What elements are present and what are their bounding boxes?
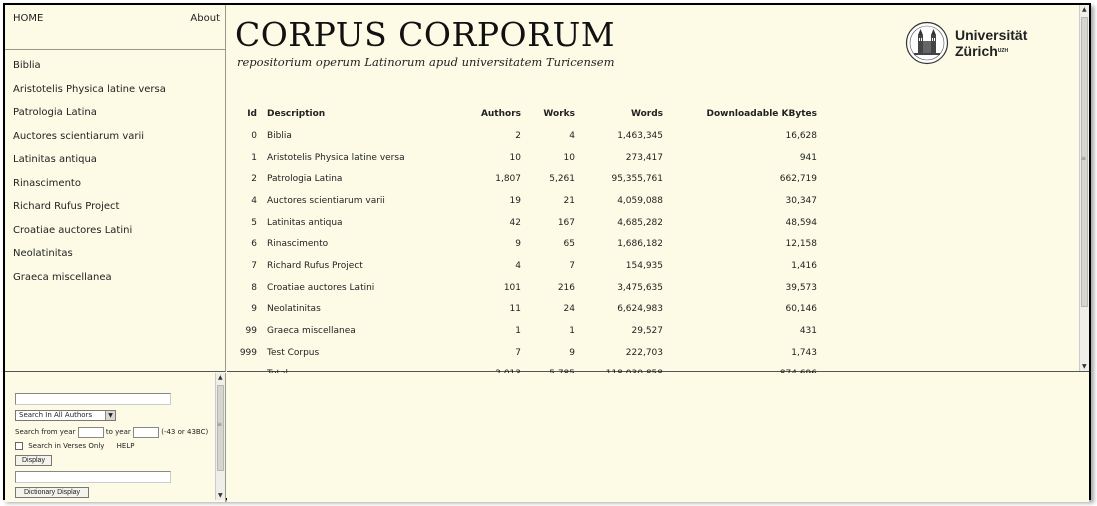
- cell-description: Patrologia Latina: [267, 174, 343, 185]
- table-row: [237, 125, 817, 147]
- cell-authors: 101: [503, 282, 521, 293]
- university-name-line1: Universität: [955, 27, 1028, 43]
- nav-item-biblia[interactable]: Biblia: [13, 60, 41, 71]
- cell-words: 222,703: [625, 347, 663, 358]
- cell-words: 4,685,282: [617, 217, 663, 228]
- cell-description: Aristotelis Physica latine versa: [267, 152, 405, 163]
- cell-authors: 7: [515, 347, 521, 358]
- cell-id: 7: [251, 260, 257, 271]
- nav-item-latinitas-antiqua[interactable]: Latinitas antiqua: [13, 154, 97, 165]
- scroll-grip-icon: ≡: [1081, 155, 1087, 162]
- table-row: [237, 190, 817, 212]
- cell-kbytes: 30,347: [785, 195, 817, 206]
- cell-works: 65: [563, 239, 575, 250]
- verses-only-row: [15, 441, 134, 452]
- author-select-value: Search In All Authors: [19, 411, 93, 419]
- nav-item-richard-rufus[interactable]: Richard Rufus Project: [13, 201, 120, 212]
- results-frame: [227, 373, 1089, 502]
- main-scrollbar[interactable]: [1079, 5, 1089, 371]
- col-header-id: Id: [247, 109, 257, 119]
- nav-item-rinascimento[interactable]: Rinascimento: [13, 177, 81, 189]
- home-link[interactable]: HOME: [13, 13, 44, 24]
- cell-id: 4: [251, 195, 257, 206]
- scroll-down-arrow-icon[interactable]: ▼: [1082, 363, 1087, 370]
- cell-kbytes: 1,743: [791, 347, 817, 358]
- cell-words: 6,624,983: [617, 304, 663, 315]
- cell-kbytes: 16,628: [785, 130, 817, 141]
- cell-authors: 1: [515, 326, 521, 337]
- from-year-input[interactable]: [78, 427, 104, 438]
- cell-kbytes: 1,416: [791, 260, 817, 271]
- search-scrollbar[interactable]: [215, 373, 225, 500]
- table-row: [237, 168, 817, 190]
- dictionary-display-button[interactable]: Dictionary Display: [15, 487, 89, 498]
- about-link[interactable]: About: [190, 13, 220, 24]
- university-seal-icon: [905, 21, 949, 65]
- from-year-label: Search from year: [15, 428, 76, 436]
- dictionary-input[interactable]: [15, 471, 171, 483]
- cell-works: 7: [569, 260, 575, 271]
- uzh-tag: UZH: [997, 48, 1009, 54]
- university-name: [955, 27, 1027, 59]
- cell-works: 21: [563, 195, 575, 206]
- cell-id: 99: [245, 326, 257, 337]
- to-year-label: to year: [105, 428, 131, 436]
- verses-only-label: Search in Verses Only: [28, 442, 105, 450]
- nav-frame: [5, 5, 226, 372]
- cell-works: 10: [563, 152, 575, 163]
- cell-description: Biblia: [267, 130, 292, 141]
- cell-works: 24: [563, 304, 575, 315]
- col-header-description: Description: [267, 109, 326, 119]
- cell-authors: 2: [515, 130, 521, 141]
- cell-works: 5,261: [549, 174, 575, 185]
- cell-kbytes: 941: [799, 152, 817, 163]
- cell-words: 273,417: [625, 152, 663, 163]
- nav-item-graeca[interactable]: Graeca miscellanea: [13, 271, 112, 283]
- cell-description: Auctores scientiarum varii: [267, 195, 385, 206]
- cell-words: 4,059,088: [617, 195, 663, 206]
- cell-id: 1: [251, 152, 257, 163]
- display-button[interactable]: Display: [15, 455, 52, 466]
- cell-kbytes: 60,146: [785, 304, 817, 315]
- cell-works: 216: [557, 282, 575, 293]
- cell-words: 1,686,182: [617, 239, 663, 250]
- cell-kbytes: 662,719: [779, 174, 817, 185]
- cell-words: 1,463,345: [617, 130, 663, 141]
- cell-words: 3,475,635: [617, 282, 663, 293]
- search-input[interactable]: [15, 393, 171, 405]
- cell-id: 999: [239, 347, 257, 358]
- table-header-row: [237, 103, 817, 125]
- cell-id: 0: [251, 130, 257, 141]
- verses-only-checkbox[interactable]: [15, 442, 23, 450]
- cell-description: Richard Rufus Project: [267, 260, 363, 271]
- year-hint: (-43 or 43BC): [161, 428, 209, 436]
- cell-works: 4: [569, 130, 575, 141]
- cell-authors: 19: [509, 195, 521, 206]
- table-row: [237, 342, 817, 364]
- site-title: CORPUS CORPORUM: [235, 15, 616, 54]
- cell-words: 29,527: [631, 326, 663, 337]
- col-header-works: Works: [543, 109, 575, 119]
- search-scroll-thumb[interactable]: [217, 385, 224, 471]
- corpus-nav-list: [5, 50, 225, 289]
- cell-words: 95,355,761: [611, 174, 663, 185]
- scroll-up-arrow-icon[interactable]: ▲: [1082, 6, 1087, 13]
- col-header-authors: Authors: [480, 109, 521, 119]
- nav-top-bar: [5, 5, 225, 50]
- table-body: [237, 125, 817, 385]
- scroll-grip-icon: ≡: [217, 421, 223, 428]
- cell-description: Test Corpus: [267, 347, 320, 358]
- main-scroll-thumb[interactable]: [1081, 17, 1088, 307]
- cell-authors: 11: [509, 304, 521, 315]
- search-frame: [5, 373, 226, 502]
- cell-id: 6: [251, 239, 257, 250]
- cell-kbytes: 39,573: [785, 282, 817, 293]
- table-row: [237, 255, 817, 277]
- to-year-input[interactable]: [133, 427, 159, 438]
- cell-kbytes: 48,594: [785, 217, 817, 228]
- table-row: [237, 320, 817, 342]
- table-row: [237, 233, 817, 255]
- cell-authors: 4: [515, 260, 521, 271]
- cell-id: 8: [251, 282, 257, 293]
- cell-works: 167: [557, 217, 575, 228]
- chevron-down-icon[interactable]: ▼: [105, 411, 115, 420]
- cell-words: 154,935: [625, 260, 663, 271]
- cell-authors: 10: [509, 152, 521, 163]
- scroll-up-arrow-icon[interactable]: ▲: [218, 374, 223, 381]
- cell-works: 1: [569, 326, 575, 337]
- help-link[interactable]: HELP: [116, 442, 135, 450]
- cell-description: Latinitas antiqua: [267, 217, 343, 228]
- cell-authors: 1,807: [495, 174, 521, 185]
- cell-id: 5: [251, 217, 257, 228]
- nav-item-neolatinitas[interactable]: Neolatinitas: [13, 248, 73, 259]
- cell-authors: 9: [515, 239, 521, 250]
- cell-description: Rinascimento: [267, 239, 329, 250]
- cell-description: Neolatinitas: [267, 304, 321, 315]
- col-header-words: Words: [630, 109, 663, 119]
- cell-id: 9: [251, 304, 257, 315]
- nav-item-auctores-scientiarum[interactable]: Auctores scientiarum varii: [13, 130, 145, 142]
- university-name-line2: [955, 43, 1027, 59]
- nav-item-patrologia[interactable]: Patrologia Latina: [13, 107, 97, 118]
- table-row: [237, 299, 817, 321]
- nav-item-croatiae[interactable]: Croatiae auctores Latini: [13, 224, 133, 236]
- site-subtitle: repositorium operum Latinorum apud universitatem Turicensem: [237, 55, 615, 69]
- cell-id: 2: [251, 174, 257, 185]
- col-header-kbytes: Downloadable KBytes: [706, 109, 817, 119]
- scroll-down-arrow-icon[interactable]: ▼: [218, 492, 223, 499]
- author-select[interactable]: [15, 410, 116, 421]
- year-range-row: [15, 426, 208, 438]
- table-row: [237, 277, 817, 299]
- university-city: Zürich: [955, 43, 998, 59]
- cell-kbytes: 12,158: [785, 239, 817, 250]
- cell-works: 9: [569, 347, 575, 358]
- browser-frameset: [3, 3, 1091, 500]
- cell-kbytes: 431: [799, 326, 817, 337]
- table-row: [237, 212, 817, 234]
- table-row: [237, 147, 817, 169]
- cell-authors: 42: [509, 217, 521, 228]
- main-frame: [227, 5, 1089, 372]
- nav-item-aristotelis[interactable]: Aristotelis Physica latine versa: [13, 83, 166, 95]
- cell-description: Graeca miscellanea: [267, 326, 356, 337]
- corpus-statistics-table: [237, 103, 817, 385]
- cell-description: Croatiae auctores Latini: [267, 282, 375, 293]
